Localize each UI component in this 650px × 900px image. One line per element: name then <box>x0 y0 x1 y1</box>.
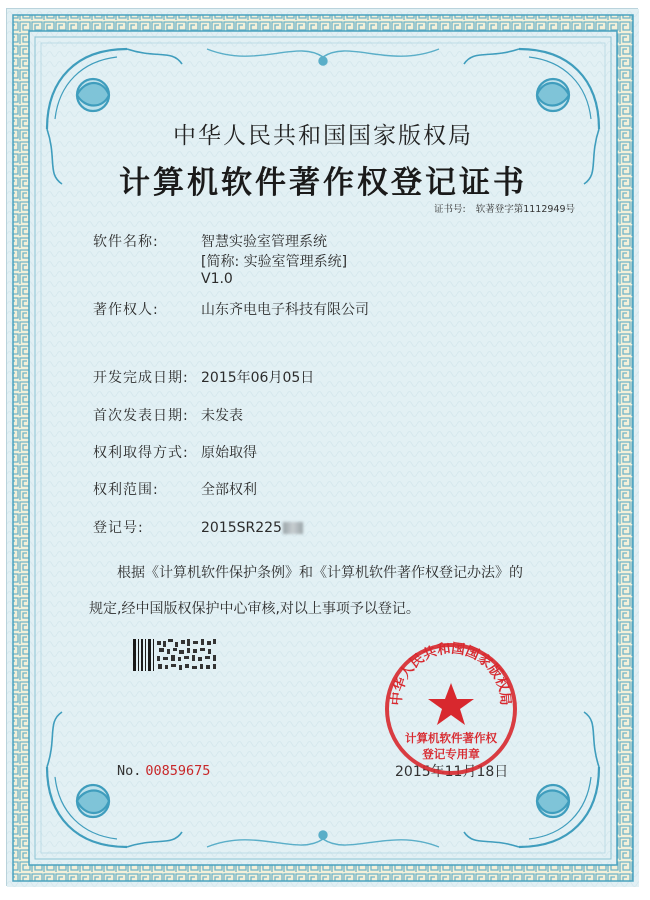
field-label: 首次发表日期: <box>93 408 189 424</box>
field-acquisition-method <box>93 442 257 462</box>
serial-label: No. <box>117 763 142 779</box>
certificate-number-value: 软著登字第1112949号 <box>475 204 575 215</box>
certificate-title: 计算机软件著作权登记证书 <box>119 165 527 201</box>
seal-line-2: 登记专用章 <box>422 747 480 761</box>
field-value: 全部权利 <box>201 482 257 498</box>
issuer-name: 中华人民共和国国家版权局 <box>173 123 473 149</box>
field-software-name <box>93 231 327 251</box>
field-label: 开发完成日期: <box>93 370 189 386</box>
field-value: 山东齐电电子科技有限公司 <box>201 302 369 318</box>
redacted-digits <box>283 522 303 534</box>
seal-line-1: 计算机软件著作权 <box>405 731 497 745</box>
field-copyright-owner <box>93 299 369 319</box>
certificate-content <box>7 9 639 887</box>
official-seal <box>381 639 521 779</box>
seal-star-icon <box>428 683 474 725</box>
serial-value: 00859675 <box>145 763 211 779</box>
field-value: 2015年06月05日 <box>201 370 315 386</box>
software-short-name: [简称: 实验室管理系统] <box>201 254 348 270</box>
field-label: 登记号: <box>93 520 144 536</box>
field-label: 软件名称: <box>93 234 159 250</box>
certificate-number-label: 证书号: <box>433 204 466 215</box>
field-rights-scope <box>93 479 257 499</box>
field-label: 权利范围: <box>93 482 159 498</box>
field-completion-date <box>93 367 314 387</box>
barcode-image <box>133 639 219 671</box>
statement-line-2: 规定,经中国版权保护中心审核,对以上事项予以登记。 <box>89 601 420 617</box>
field-first-publication <box>93 405 243 425</box>
issue-date: 2015年11月18日 <box>395 764 509 780</box>
software-version: V1.0 <box>201 271 233 287</box>
registration-statement <box>89 555 589 627</box>
field-value: 2015SR225 <box>201 520 282 536</box>
field-registration-number <box>93 517 303 537</box>
certificate <box>6 8 638 886</box>
field-value: 智慧实验室管理系统 <box>201 234 327 250</box>
field-value: 原始取得 <box>201 445 257 461</box>
serial-number <box>117 763 210 779</box>
field-label: 著作权人: <box>93 302 159 318</box>
statement-line-1: 根据《计算机软件保护条例》和《计算机软件著作权登记办法》的 <box>117 565 523 581</box>
certificate-number <box>434 201 575 215</box>
field-value: 未发表 <box>201 408 243 424</box>
seal-arc-text: 中华人民共和国国家版权局 <box>388 640 514 707</box>
field-label: 权利取得方式: <box>93 445 189 461</box>
